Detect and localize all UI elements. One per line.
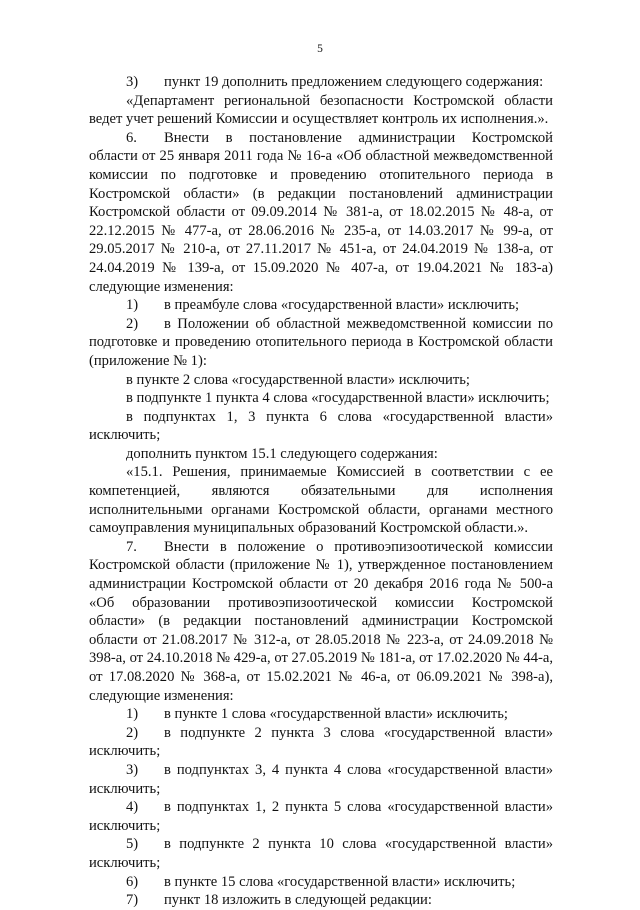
list-item: 2) в подпункте 2 пункта 3 слова «государственной власти» исключить;	[89, 724, 553, 760]
list-item: 6) в пункте 15 слова «государственной власти» исключить;	[126, 873, 516, 890]
paragraph: в подпункте 1 пункта 4 слова «государственной власти» исключить;	[126, 390, 550, 407]
paragraph: дополнить пунктом 15.1 следующего содержания:	[126, 445, 438, 462]
list-item: 7) пункт 18 изложить в следующей редакции:	[126, 892, 432, 909]
paragraph: «Департамент региональной безопасности Костромской области ведет учет решений Комиссии и осуществляет контроль их исполнения.».	[89, 92, 553, 128]
list-item: 3) в подпунктах 3, 4 пункта 4 слова «государственной власти» исключить;	[89, 761, 553, 797]
document-body	[89, 73, 553, 910]
list-item: 4) в подпунктах 1, 2 пункта 5 слова «государственной власти» исключить;	[89, 799, 553, 834]
paragraph: в подпунктах 1, 3 пункта 6 слова «государственной власти» исключить;	[89, 408, 553, 444]
paragraph: в пункте 2 слова «государственной власти» исключить;	[126, 371, 470, 388]
list-item: 1) в преамбуле слова «государственной власти» исключить;	[126, 297, 520, 314]
list-item: 5) в подпункте 2 пункта 10 слова «государственной власти» исключить;	[89, 836, 553, 871]
list-item: 1) в пункте 1 слова «государственной власти» исключить;	[126, 706, 508, 723]
list-item: 2) в Положении об областной межведомственной комиссии по подготовке и проведению отопительного периода в Костромской области (приложение № 1):	[89, 315, 553, 369]
list-item: 7. Внести в положение о противоэпизоотической комиссии Костромской области (приложение № 1), утвержденное постановлением администрации Костромской области от 20 декабря 2016 года № 500-а «Об образовании противоэпизоотической комиссии Костромской области» (в редакции постановлений администрации Костромской области от 21.08.2017 № 312-а, от 28.05.2018 № 223-а, от 24.09.2018 № 398-а, от 24.10.2018 № 429-а, от 27.05.2019 № 181-а, от 17.02.2020 № 44-а, от 17.08.2020 № 368-а, от 15.02.2021 № 46-а, от 06.09.2021 № 398-а), следующие изменения:	[89, 538, 553, 704]
list-item: 6. Внести в постановление администрации Костромской области от 25 января 2011 года № 16-а «Об областной межведомственной комиссии по подготовке и проведению отопительного периода в Костромской области» (в редакции постановлений администрации Костромской области от 09.09.2014 № 381-а, от 18.02.2015 № 48-а, от 22.12.2015 № 477-а, от 28.06.2016 № 235-а, от 14.03.2017 № 99-а, от 29.05.2017 № 210-а, от 27.11.2017 № 451-а, от 24.04.2019 № 138-а, от 24.04.2019 № 139-а, от 15.09.2020 № 407-а, от 19.04.2021 № 183-а) следующие изменения:	[89, 129, 553, 295]
paragraph: «15.1. Решения, принимаемые Комиссией в соответствии с ее компетенцией, являются обязательными для исполнения исполнительными органами Костромской области, органами местного самоуправления муниципальных образований Костромской области.».	[89, 464, 553, 537]
page-number: 5	[317, 43, 323, 55]
list-item: 3) пункт 19 дополнить предложением следующего содержания:	[126, 74, 544, 90]
